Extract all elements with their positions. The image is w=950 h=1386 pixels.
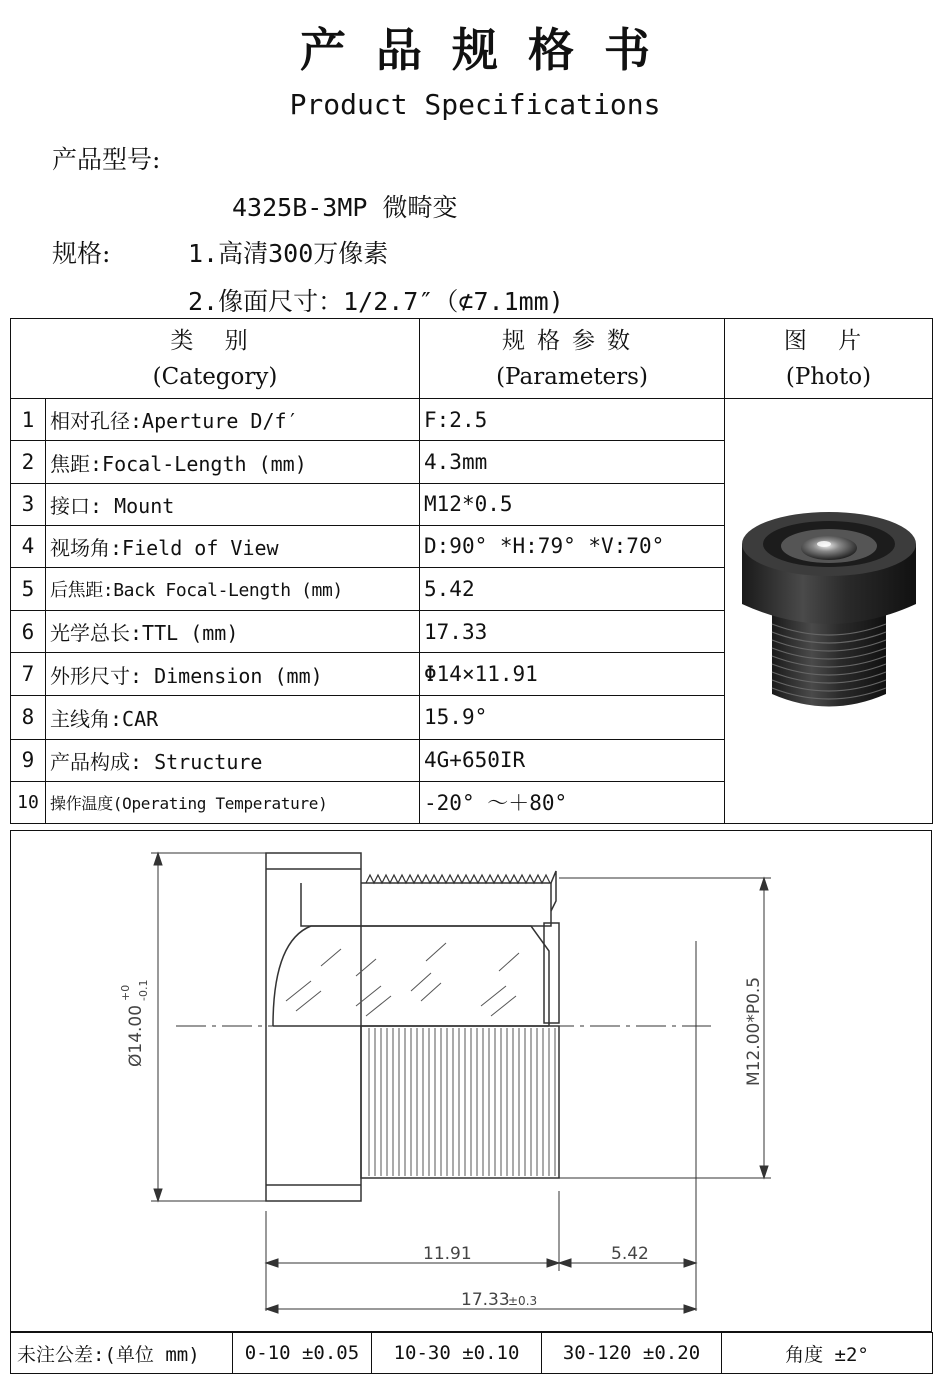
technical-drawing xyxy=(10,830,932,1332)
spec-line-1: 1.高清300万像素 xyxy=(188,239,389,268)
thread-teeth-top xyxy=(366,875,550,883)
row-num: 1 xyxy=(11,399,46,441)
dim-diameter-tol-lower: -0.1 xyxy=(137,979,150,1001)
row-value: 15.9° xyxy=(420,696,725,739)
row-category: 视场角:Field of View xyxy=(46,525,420,567)
row-num: 3 xyxy=(11,483,46,525)
row-num: 2 xyxy=(11,441,46,483)
dim-diameter-tol-upper: +0 xyxy=(119,984,132,1001)
lens-drawing-svg xyxy=(11,831,931,1331)
lens-photo-image xyxy=(734,504,924,714)
row-category: 焦距:Focal-Length (mm) xyxy=(46,441,420,483)
params-header-cn: 规格参数 xyxy=(502,327,643,354)
product-photo xyxy=(725,399,933,824)
row-value: 5.42 xyxy=(420,567,725,610)
spec-table xyxy=(10,318,933,824)
model-label: 产品型号: xyxy=(52,145,161,174)
dim-back: 5.42 xyxy=(611,1244,649,1264)
photo-header xyxy=(725,319,933,399)
row-category: 相对孔径:Aperture D/f′ xyxy=(46,399,420,441)
photo-header-en: (Photo) xyxy=(785,363,872,390)
row-category: 操作温度(Operating Temperature) xyxy=(46,781,420,823)
row-category: 后焦距:Back Focal-Length (mm) xyxy=(46,567,420,610)
page-title-cn: 产品规格书 xyxy=(300,23,680,77)
row-value: Φ14×11.91 xyxy=(420,653,725,696)
row-num: 4 xyxy=(11,525,46,567)
row-value: 4.3mm xyxy=(420,441,725,483)
row-num: 10 xyxy=(11,781,46,823)
row-value: F:2.5 xyxy=(420,399,725,441)
row-category: 接口: Mount xyxy=(46,483,420,525)
row-category: 外形尺寸: Dimension (mm) xyxy=(46,653,420,696)
row-value: D:90° *H:79° *V:70° xyxy=(420,525,725,567)
page-title-en: Product Specifications xyxy=(289,88,661,121)
row-value: 17.33 xyxy=(420,611,725,653)
dim-thread: M12.00*P0.5 xyxy=(744,976,764,1086)
spec-table-header xyxy=(11,319,933,399)
dim-length: 11.91 xyxy=(423,1244,472,1264)
row-num: 9 xyxy=(11,739,46,781)
dim-diameter: Ø14.00 xyxy=(126,1004,146,1067)
model-value: 4325B-3MP 微畸变 xyxy=(232,193,458,222)
row-num: 7 xyxy=(11,653,46,696)
tolerance-range-3: 30-120 ±0.20 xyxy=(542,1333,722,1374)
thread-lines xyxy=(369,1028,555,1176)
row-value: -20° ～＋80° xyxy=(420,781,725,823)
category-header xyxy=(11,319,420,399)
params-header-en: (Parameters) xyxy=(496,363,648,390)
row-category: 产品构成: Structure xyxy=(46,739,420,781)
tolerance-range-1: 0-10 ±0.05 xyxy=(233,1333,372,1374)
row-num: 6 xyxy=(11,611,46,653)
row-value: M12*0.5 xyxy=(420,483,725,525)
spec-label: 规格: xyxy=(52,239,111,268)
tolerance-label: 未注公差:(单位 mm) xyxy=(11,1333,233,1374)
row-num: 5 xyxy=(11,567,46,610)
row-num: 8 xyxy=(11,696,46,739)
tolerance-range-2: 10-30 ±0.10 xyxy=(372,1333,542,1374)
category-header-en: (Category) xyxy=(152,363,278,390)
dim-total-tol: ±0.3 xyxy=(508,1294,538,1308)
row-value: 4G+650IR xyxy=(420,739,725,781)
row-category: 主线角:CAR xyxy=(46,696,420,739)
tolerance-angle: 角度 ±2° xyxy=(722,1333,933,1374)
tolerance-table xyxy=(10,1332,933,1374)
row-category: 光学总长:TTL (mm) xyxy=(46,611,420,653)
params-header xyxy=(420,319,725,399)
photo-header-cn: 图 片 xyxy=(783,327,874,354)
spec-line-2: 2.像面尺寸：1/2.7″（⊄7.1mm) xyxy=(188,287,564,316)
table-row xyxy=(11,399,933,441)
dim-total: 17.33 xyxy=(461,1290,510,1310)
category-header-cn: 类 别 xyxy=(170,327,260,354)
